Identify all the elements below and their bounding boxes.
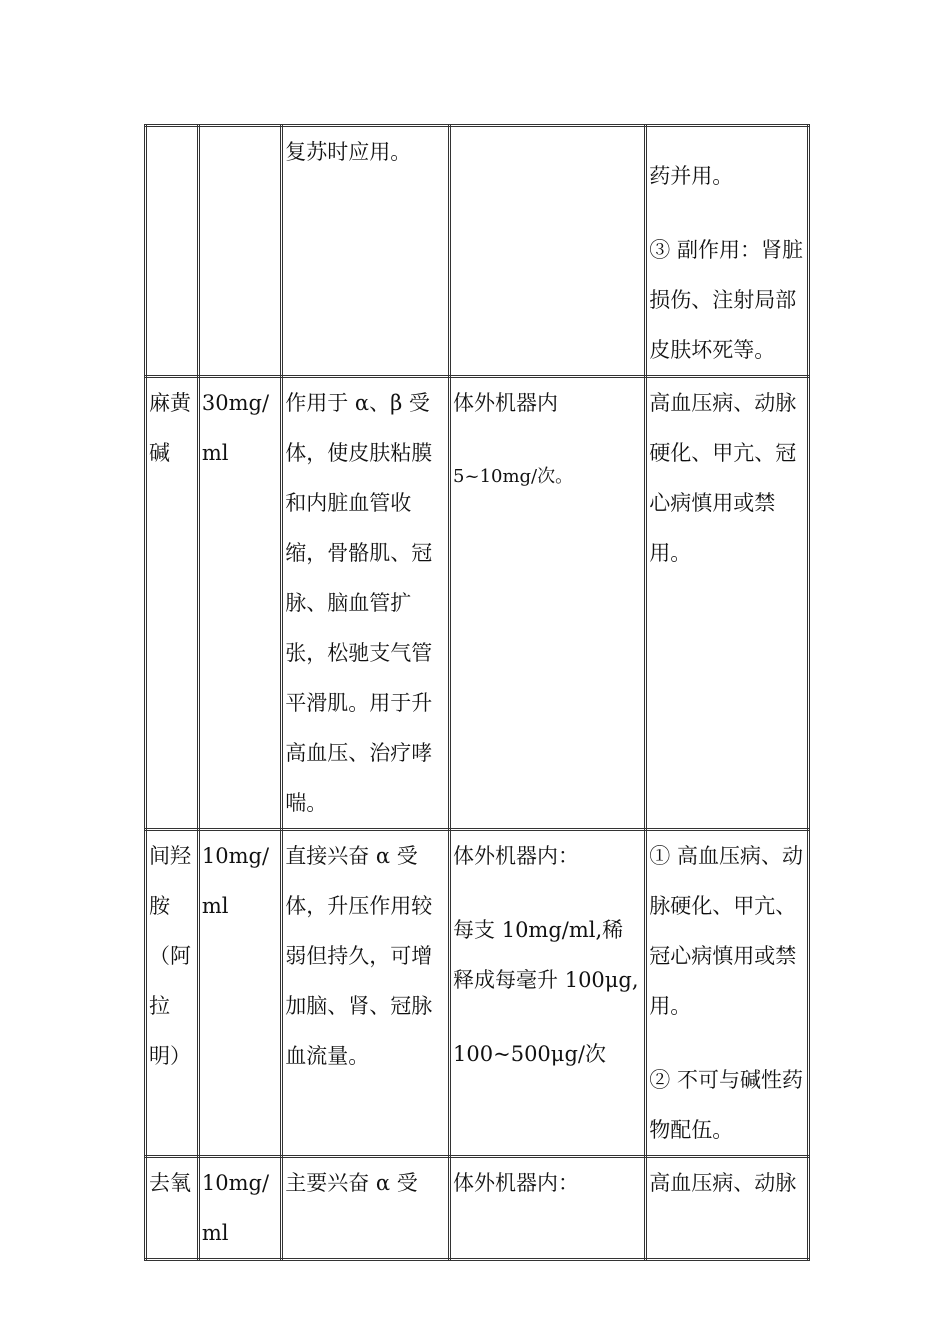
drug-name-cell: 去氧 xyxy=(146,1157,199,1260)
drug-table xyxy=(144,124,810,1261)
drug-name-cell: 间羟胺（阿拉明） xyxy=(146,830,199,1157)
notes-text: 高血压病、动脉硬化、甲亢、冠心病慎用或禁用。 xyxy=(649,391,797,565)
concentration-cell: 10mg/ml xyxy=(198,1157,281,1260)
action-text: 直接兴奋 α 受体，升压作用较弱但持久，可增加脑、肾、冠脉血流量。 xyxy=(285,844,433,1068)
action-text: 主要兴奋 α 受 xyxy=(285,1171,418,1195)
usage-cell xyxy=(450,1157,646,1260)
notes-cell xyxy=(646,830,809,1157)
table-row xyxy=(146,1157,809,1260)
action-cell xyxy=(282,377,450,830)
notes-cell xyxy=(646,377,809,830)
drug-name-cell xyxy=(146,126,199,377)
usage-text: 体外机器内 xyxy=(453,391,559,415)
notes-text: 高血压病、动脉 xyxy=(649,1171,797,1195)
notes-cell xyxy=(646,1157,809,1260)
usage-cell xyxy=(450,830,646,1157)
notes-cell xyxy=(646,126,809,377)
concentration-cell xyxy=(198,126,281,377)
usage-text: 体外机器内： xyxy=(453,1171,580,1195)
usage-cell xyxy=(450,126,646,377)
action-text: 复苏时应用。 xyxy=(285,140,412,164)
usage-cell xyxy=(450,377,646,830)
drug-name-cell: 麻黄碱 xyxy=(146,377,199,830)
notes-text: ① 高血压病、动脉硬化、甲亢、冠心病慎用或禁用。 xyxy=(649,844,803,1018)
notes-text: ③ 副作用：肾脏损伤、注射局部皮肤坏死等。 xyxy=(649,238,803,362)
usage-text: 100~500μg/次 xyxy=(453,1042,606,1066)
table-row xyxy=(146,126,809,377)
usage-text: 5~10mg/次。 xyxy=(453,466,574,487)
table-row xyxy=(146,377,809,830)
concentration-cell: 30mg/ml xyxy=(198,377,281,830)
action-cell xyxy=(282,830,450,1157)
table-row xyxy=(146,830,809,1157)
action-text: 作用于 α、β 受体，使皮肤粘膜和内脏血管收缩，骨骼肌、冠脉、脑血管扩张，松驰支气管平滑肌。用于升高血压、治疗哮喘。 xyxy=(285,391,433,815)
notes-text: ② 不可与碱性药物配伍。 xyxy=(649,1068,803,1142)
notes-text: 药并用。 xyxy=(649,164,734,188)
usage-text: 每支 10mg/ml,稀释成每毫升 100μg, xyxy=(453,918,639,992)
usage-text: 体外机器内： xyxy=(453,844,580,868)
concentration-cell: 10mg/ml xyxy=(198,830,281,1157)
action-cell xyxy=(282,1157,450,1260)
action-cell xyxy=(282,126,450,377)
